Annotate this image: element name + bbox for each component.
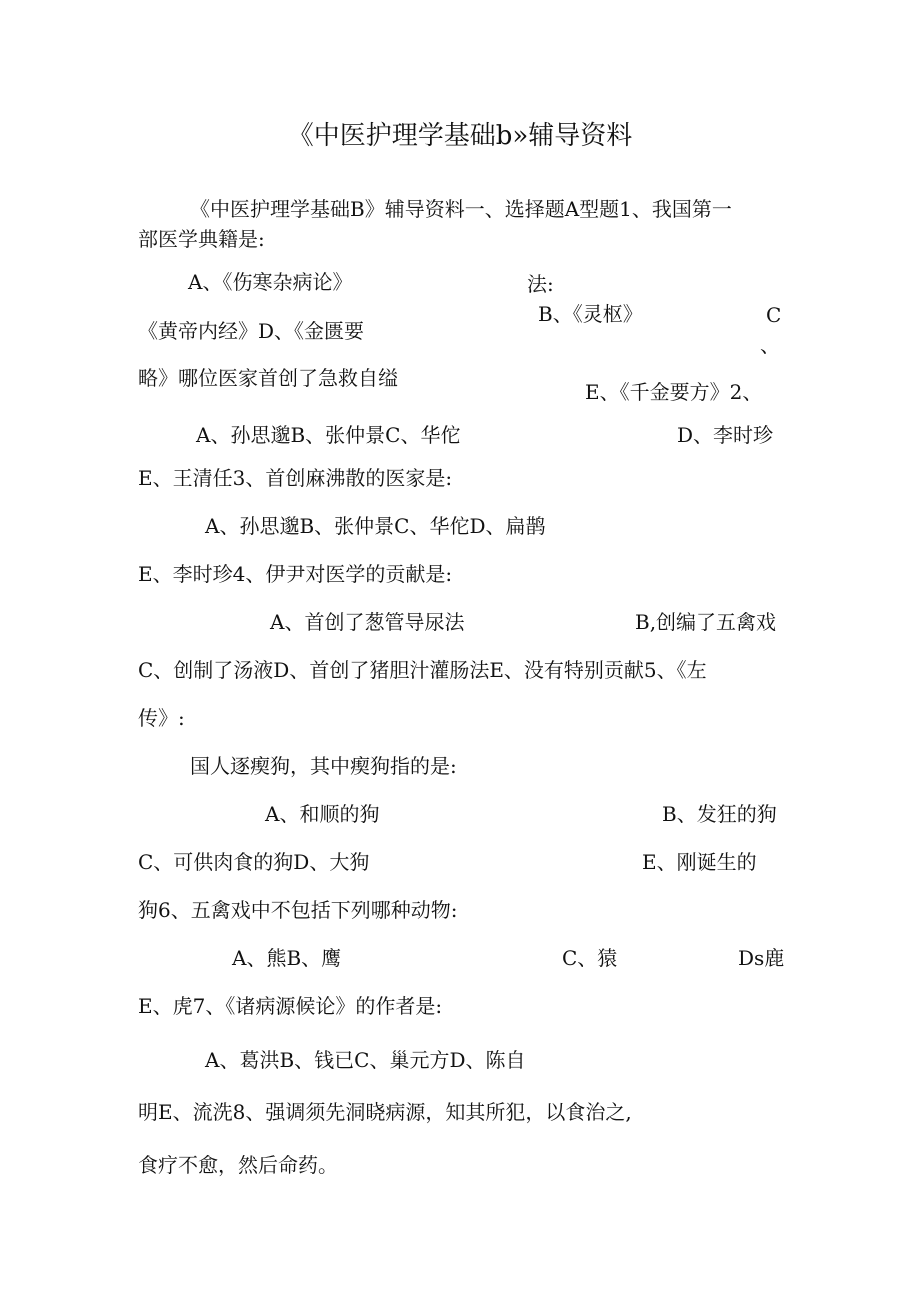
text-line: A、首创了葱管导尿法 <box>270 610 465 634</box>
text-line: 狗6、五禽戏中不包括下列哪种动物: <box>138 898 458 922</box>
text-line: C <box>766 303 782 327</box>
text-line: 略》哪位医家首创了急救自缢 <box>138 366 398 390</box>
text-line: E、刚诞生的 <box>642 850 757 874</box>
text-line: 传》: <box>138 706 185 730</box>
text-line: B、《灵枢》 <box>538 302 643 326</box>
text-line: E、李时珍4、伊尹对医学的贡献是: <box>138 562 453 586</box>
text-line: B、发狂的狗 <box>662 802 777 826</box>
text-line: 部医学典籍是: <box>138 227 265 251</box>
text-line: E、《千金要方》2、 <box>585 380 763 404</box>
text-line: A、孙思邈B、张仲景C、华佗 <box>196 423 461 447</box>
document-title: 《中医护理学基础b»辅导资料 <box>287 121 633 151</box>
text-line: C、猿 <box>562 946 618 970</box>
text-line: Ds鹿 <box>738 946 785 970</box>
text-line: 、 <box>760 333 780 357</box>
text-line: A、熊B、鹰 <box>232 946 342 970</box>
text-line: 国人逐瘈狗，其中瘈狗指的是: <box>190 754 457 778</box>
text-line: C、创制了汤液D、首创了猪胆汁灌肠法E、没有特别贡献5、《左 <box>138 658 707 682</box>
text-line: 明E、流洗8、强调须先洞晓病源，知其所犯，以食治之, <box>138 1100 632 1124</box>
text-line: E、虎7、《诸病源候论》的作者是: <box>138 994 443 1018</box>
text-line: A、葛洪B、钱已C、巢元方D、陈自 <box>205 1048 526 1072</box>
text-line: A、《伤寒杂病论》 <box>188 270 353 294</box>
text-line: E、王清任3、首创麻沸散的医家是: <box>138 466 453 490</box>
text-line: D、李时珍 <box>677 423 774 447</box>
text-line: 食疗不愈，然后命药。 <box>138 1153 338 1177</box>
text-line: 《黄帝内经》D、《金匮要 <box>138 319 365 343</box>
text-line: C、可供肉食的狗D、大狗 <box>138 850 370 874</box>
text-line: A、孙思邈B、张仲景C、华佗D、扁鹊 <box>205 514 546 538</box>
text-line: A、和顺的狗 <box>265 802 380 826</box>
text-line: 《中医护理学基础B》辅导资料一、选择题A型题1、我国第一 <box>190 197 732 221</box>
text-line: B,创编了五禽戏 <box>635 610 777 634</box>
text-line: 法: <box>527 272 554 296</box>
